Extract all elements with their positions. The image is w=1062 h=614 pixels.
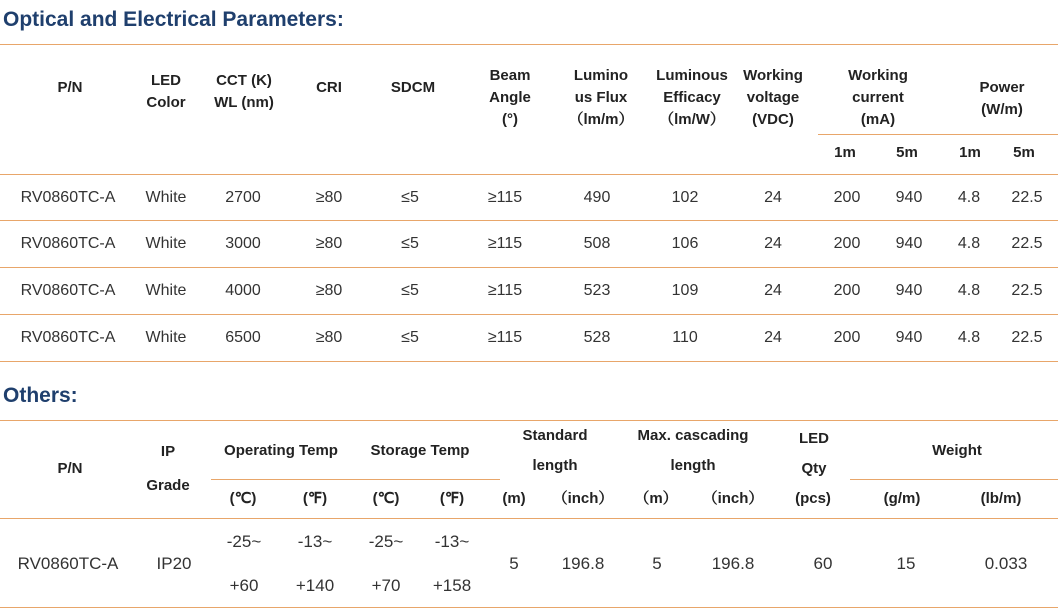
row-divider (0, 220, 1058, 221)
optical-header-working-current: Working current (mA) (848, 67, 908, 128)
cell-op-c-high: +60 (229, 576, 259, 595)
others-header-pn: P/N (57, 460, 83, 477)
others-header-standard-length: Standard length (522, 427, 588, 474)
others-header-ip-grade: IP Grade (146, 443, 190, 494)
optical-top-rule (0, 44, 1058, 45)
cell-st-f-low: -13~ (434, 532, 470, 551)
cell-voltage: 24 (764, 189, 782, 206)
others-unit-std-inch: （inch） (552, 490, 614, 507)
cell-sdcm: ≤5 (401, 235, 419, 252)
cell-pn: RV0860TC-A (20, 189, 116, 206)
optical-header-pn: P/N (57, 79, 83, 96)
cell-power-1m: 4.8 (957, 329, 981, 346)
optical-header-power: Power (W/m) (979, 79, 1025, 118)
optical-header-power-5m: 5m (1013, 144, 1035, 161)
cell-std-inch: 196.8 (561, 554, 605, 573)
cell-st-f-high: +158 (432, 576, 472, 595)
others-weight-subheader-rule (850, 479, 1058, 480)
others-section-title: Others: (3, 384, 78, 407)
cell-flux: 508 (583, 235, 611, 252)
others-temp-subheader-rule (211, 479, 500, 480)
others-unit-st-f: (℉) (439, 490, 465, 507)
others-unit-weight-g: (g/m) (883, 490, 921, 507)
cell-power-5m: 22.5 (1011, 282, 1043, 299)
cell-power-5m: 22.5 (1011, 189, 1043, 206)
cell-sdcm: ≤5 (401, 189, 419, 206)
cell-pn: RV0860TC-A (20, 282, 116, 299)
cell-efficacy: 110 (672, 329, 698, 346)
cell-current-5m: 940 (895, 235, 923, 252)
others-unit-op-c: (℃) (229, 490, 257, 507)
cell-current-5m: 940 (895, 282, 923, 299)
cell-flux: 523 (583, 282, 611, 299)
cell-std-m: 5 (509, 554, 519, 573)
optical-header-luminous-efficacy: Luminous Efficacy （lm/W） (656, 67, 728, 128)
cell-cri: ≥80 (315, 282, 343, 299)
cell-cct: 4000 (225, 282, 261, 299)
cell-pn: RV0860TC-A (20, 235, 116, 252)
optical-header-led-color: LED Color (146, 72, 186, 111)
optical-header-power-1m: 1m (959, 144, 981, 161)
cell-max-inch: 196.8 (711, 554, 755, 573)
others-unit-std-m: (m) (502, 490, 526, 507)
cell-color: White (145, 329, 187, 346)
optical-header-luminous-flux: Lumino us Flux （lm/m） (568, 67, 634, 128)
cell-current-5m: 940 (895, 329, 923, 346)
cell-efficacy: 106 (671, 235, 699, 252)
cell-current-1m: 200 (833, 282, 861, 299)
cell-power-5m: 22.5 (1011, 329, 1043, 346)
cell-st-c-high: +70 (371, 576, 401, 595)
others-unit-max-m: （m） (634, 490, 678, 507)
optical-bottom-rule (0, 361, 1058, 362)
cell-cri: ≥80 (315, 235, 343, 252)
cell-max-m: 5 (652, 554, 662, 573)
others-header-operating-temp: Operating Temp (224, 442, 338, 459)
optical-header-current-1m: 1m (834, 144, 856, 161)
cell-voltage: 24 (764, 282, 782, 299)
cell-weight-g: 15 (896, 554, 916, 573)
cell-current-1m: 200 (833, 329, 861, 346)
others-header-bottom-rule (0, 518, 1058, 519)
cell-power-1m: 4.8 (957, 235, 981, 252)
cell-pn: RV0860TC-A (20, 329, 116, 346)
optical-section-title: Optical and Electrical Parameters: (3, 8, 344, 31)
cell-sdcm: ≤5 (401, 329, 419, 346)
cell-power-5m: 22.5 (1011, 235, 1043, 252)
cell-op-c-low: -25~ (226, 532, 262, 551)
cell-current-1m: 200 (833, 189, 861, 206)
cell-sdcm: ≤5 (401, 282, 419, 299)
row-divider (0, 267, 1058, 268)
cell-efficacy: 102 (671, 189, 699, 206)
others-unit-st-c: (℃) (372, 490, 400, 507)
cell-current-5m: 940 (895, 189, 923, 206)
cell-color: White (145, 189, 187, 206)
cell-voltage: 24 (764, 329, 782, 346)
optical-header-beam-angle: Beam Angle (°) (489, 67, 531, 128)
cell-beam: ≥115 (487, 235, 523, 252)
cell-pn: RV0860TC-A (17, 554, 119, 573)
cell-color: White (145, 235, 187, 252)
row-divider (0, 314, 1058, 315)
cell-current-1m: 200 (833, 235, 861, 252)
cell-cct: 2700 (225, 189, 261, 206)
optical-header-working-voltage: Working voltage (VDC) (743, 67, 803, 128)
cell-op-f-high: +140 (295, 576, 335, 595)
others-header-led-qty: LED Qty (799, 430, 829, 477)
others-unit-op-f: (℉) (302, 490, 328, 507)
cell-cct: 3000 (225, 235, 261, 252)
others-header-storage-temp: Storage Temp (370, 442, 470, 459)
cell-cri: ≥80 (315, 189, 343, 206)
optical-header-current-5m: 5m (896, 144, 918, 161)
optical-header-cct: CCT (K) WL (nm) (214, 72, 274, 111)
optical-header-cri: CRI (316, 79, 342, 96)
cell-beam: ≥115 (487, 282, 523, 299)
cell-power-1m: 4.8 (957, 282, 981, 299)
others-unit-max-inch: （inch） (702, 490, 764, 507)
others-bottom-rule (0, 607, 1058, 608)
cell-flux: 490 (583, 189, 611, 206)
cell-st-c-low: -25~ (368, 532, 404, 551)
cell-led-qty: 60 (813, 554, 833, 573)
cell-color: White (145, 282, 187, 299)
cell-flux: 528 (583, 329, 611, 346)
cell-weight-lb: 0.033 (984, 554, 1028, 573)
cell-beam: ≥115 (487, 189, 523, 206)
cell-voltage: 24 (764, 235, 782, 252)
optical-header-bottom-rule (0, 174, 1058, 175)
cell-cct: 6500 (225, 329, 261, 346)
cell-cri: ≥80 (315, 329, 343, 346)
others-header-max-cascading-length: Max. cascading length (637, 427, 749, 474)
cell-efficacy: 109 (671, 282, 699, 299)
cell-beam: ≥115 (487, 329, 523, 346)
others-unit-led-pcs: (pcs) (795, 490, 831, 507)
optical-header-sdcm: SDCM (390, 79, 436, 96)
optical-subheader-rule (818, 134, 1058, 135)
cell-ip-grade: IP20 (156, 554, 192, 573)
others-unit-weight-lb: (lb/m) (980, 490, 1022, 507)
others-header-weight: Weight (932, 442, 982, 459)
cell-power-1m: 4.8 (957, 189, 981, 206)
cell-op-f-low: -13~ (297, 532, 333, 551)
